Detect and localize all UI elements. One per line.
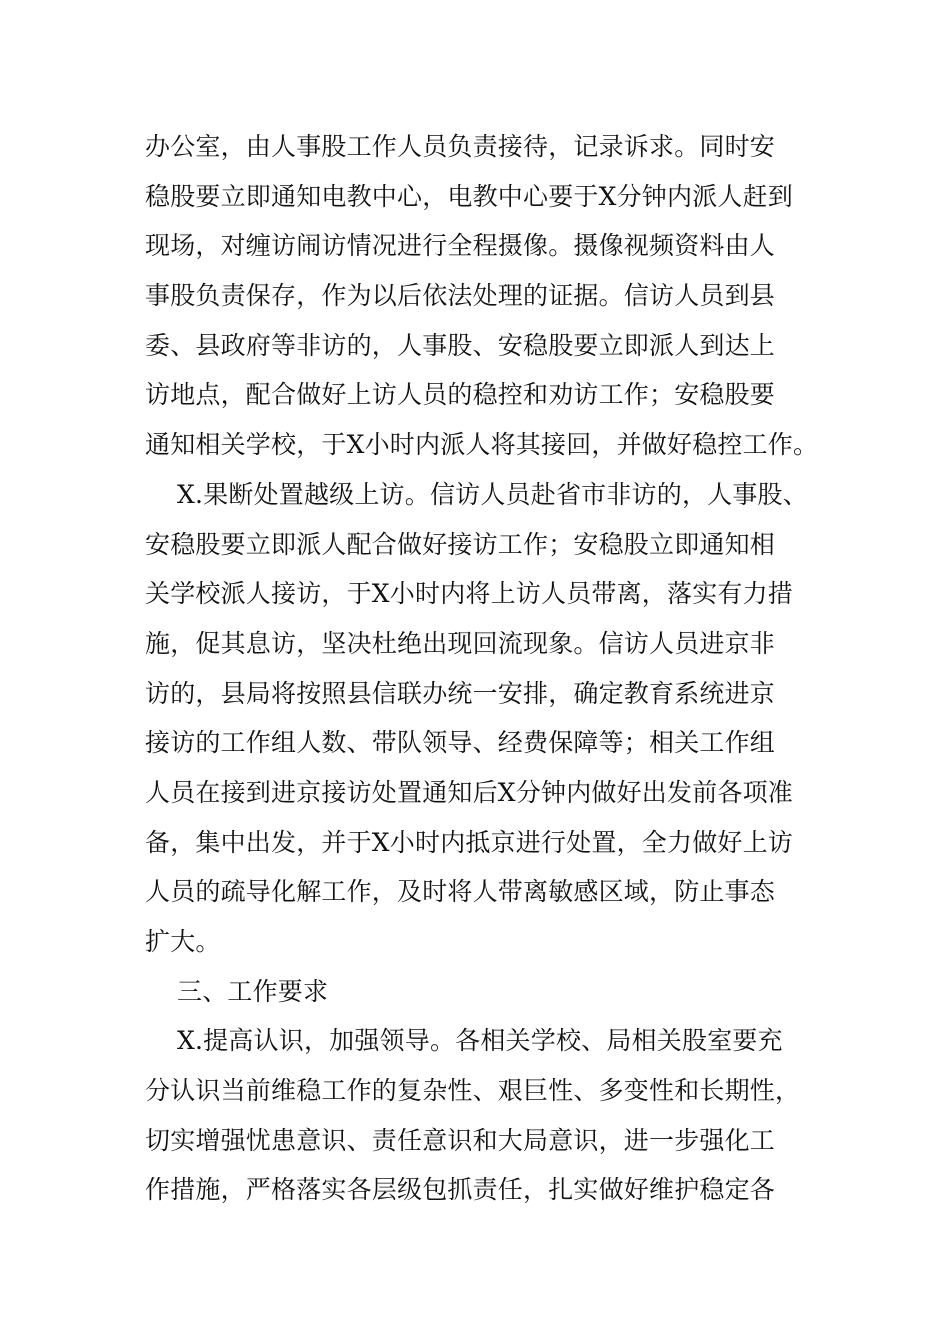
paragraph-heading-line-2: X.提高认识，加强领导。各相关学校、局相关股室要充 [177,1026,783,1056]
text-line-13: 接访的工作组人数、带队领导、经费保障等；相关工作组 [145,728,776,758]
text-line-7: 通知相关学校，于X小时内派人将其接回，并做好稳控工作。 [145,430,819,460]
section-heading: 三、工作要求 [177,976,329,1006]
text-line-17: 扩大。 [145,927,221,956]
text-line-10: 关学校派人接访，于X小时内将上访人员带离，落实有力措 [145,579,794,609]
text-line-21: 切实增强忧患意识、责任意识和大局意识，进一步强化工 [145,1125,776,1155]
text-line-4: 事股负责保存，作为以后依法处理的证据。信访人员到县 [145,281,776,311]
paragraph-heading-line: X.果断处置越级上访。信访人员赴省市非访的，人事股、 [177,479,808,509]
text-line-20: 分认识当前维稳工作的复杂性、艰巨性、多变性和长期性， [145,1076,801,1106]
text-line-16: 人员的疏导化解工作，及时将人带离敏感区域，防止事态 [145,877,776,907]
document-body [145,122,835,1215]
text-line-6: 访地点，配合做好上访人员的稳控和劝访工作；安稳股要 [145,380,776,410]
text-line-9: 安稳股要立即派人配合做好接访工作；安稳股立即通知相 [145,529,776,559]
text-line-15: 备，集中出发，并于X小时内抵京进行处置，全力做好上访 [145,827,794,857]
text-line-3: 现场，对缠访闹访情况进行全程摄像。摄像视频资料由人 [145,231,776,261]
text-line-11: 施，促其息访，坚决杜绝出现回流现象。信访人员进京非 [145,628,776,658]
text-line-2: 稳股要立即通知电教中心，电教中心要于X分钟内派人赶到 [145,181,794,211]
text-line-12: 访的，县局将按照县信联办统一安排，确定教育系统进京 [145,678,776,708]
text-line-22: 作措施，严格落实各层级包抓责任，扎实做好维护稳定各 [145,1175,776,1205]
text-line-1: 办公室，由人事股工作人员负责接待，记录诉求。同时安 [145,132,776,161]
text-line-14: 人员在接到进京接访处置通知后X分钟内做好出发前各项准 [145,777,794,807]
text-line-5: 委、县政府等非访的，人事股、安稳股要立即派人到达上 [145,330,776,360]
